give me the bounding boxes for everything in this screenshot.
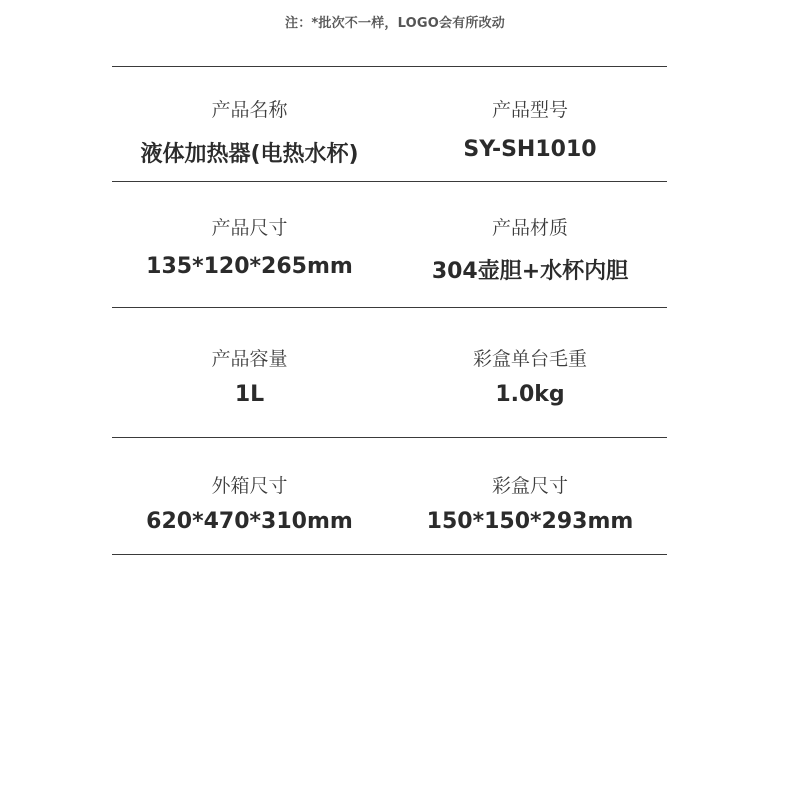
- table-row: [112, 438, 667, 554]
- spec-cell-box-size: [389, 438, 667, 554]
- spec-value: 1L: [234, 382, 265, 407]
- spec-value: 620*470*310mm: [146, 509, 353, 534]
- spec-value: 150*150*293mm: [426, 509, 634, 534]
- spec-cell-product-size: [112, 182, 389, 307]
- spec-cell-product-name: [112, 67, 389, 181]
- table-row: [112, 182, 667, 307]
- spec-label: 产品材质: [491, 217, 568, 239]
- spec-value: 液体加热器(电热水杯): [140, 142, 359, 167]
- batch-note: 注：*批次不一样，LOGO会有所改动: [285, 16, 505, 31]
- spec-value: 1.0kg: [495, 382, 565, 407]
- table-row: [112, 308, 667, 437]
- spec-value: 135*120*265mm: [146, 254, 353, 279]
- table-divider: [112, 554, 667, 555]
- spec-label: 产品容量: [211, 348, 288, 370]
- spec-value: 304壶胆+水杯内胆: [431, 259, 629, 284]
- spec-label: 外箱尺寸: [211, 475, 288, 497]
- spec-label: 彩盒单台毛重: [472, 348, 587, 370]
- spec-label: 产品尺寸: [211, 217, 288, 239]
- spec-cell-carton-size: [112, 438, 389, 554]
- spec-cell-gross-weight: [389, 308, 667, 437]
- table-row: [112, 67, 667, 181]
- spec-label: 产品型号: [491, 99, 568, 121]
- spec-cell-product-model: [389, 67, 667, 181]
- spec-table: [112, 66, 667, 555]
- spec-label: 产品名称: [211, 99, 288, 121]
- spec-cell-product-material: [389, 182, 667, 307]
- spec-cell-product-capacity: [112, 308, 389, 437]
- spec-label: 彩盒尺寸: [491, 475, 568, 497]
- spec-value: SY-SH1010: [463, 137, 597, 162]
